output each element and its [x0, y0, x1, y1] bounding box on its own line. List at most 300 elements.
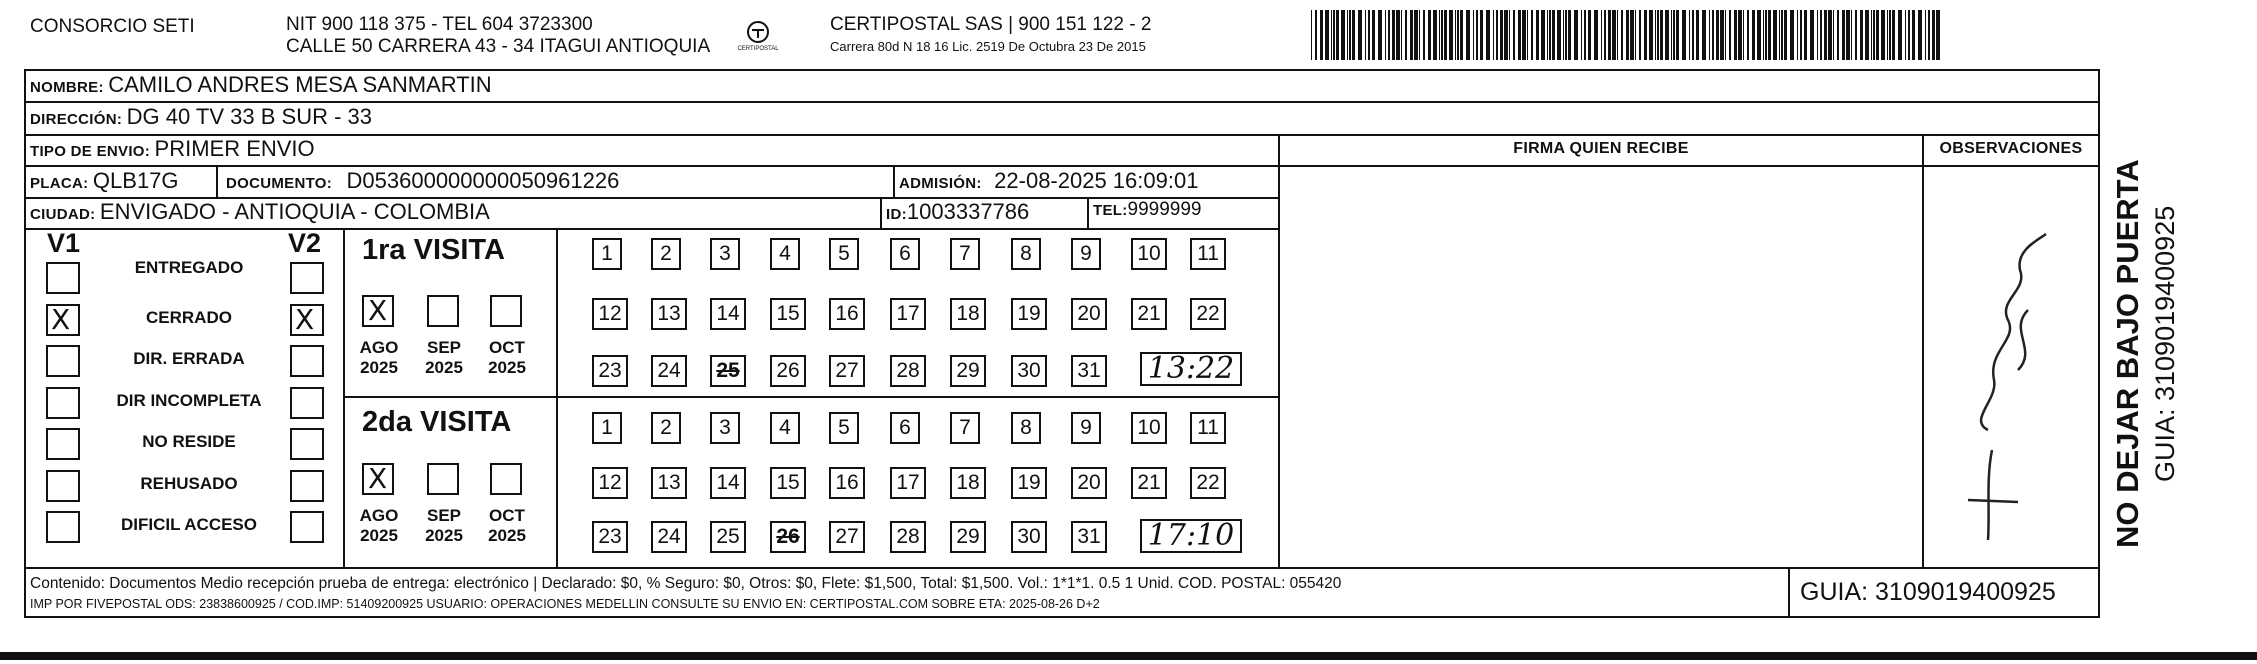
footer-line2: IMP POR FIVEPOSTAL ODS: 23838600925 / COD.IMP: 51409200925 USUARIO: OPERACIONES MEDELLIN CONSULTE SU ENVIO EN: CERTIPOSTAL.COM SOBRE ETA: 2025-08-26 D+2 — [30, 597, 1100, 611]
barcode-bar — [1887, 10, 1888, 60]
barcode-bar — [1612, 10, 1616, 60]
month-year: 2025 — [425, 358, 463, 377]
barcode-bar — [1757, 10, 1761, 60]
barcode-bar — [1441, 10, 1443, 60]
second-visit-day-box[interactable]: 13 — [651, 467, 687, 499]
v2-checkbox[interactable] — [290, 304, 324, 336]
barcode-bar — [1671, 10, 1672, 60]
first-visit-month-checkbox[interactable] — [427, 295, 459, 327]
side-guia: GUIA: 3109019400925 — [2150, 205, 2180, 482]
barcode-bar — [1871, 10, 1872, 60]
barcode-bar — [1331, 10, 1332, 60]
direccion-label: DIRECCIÓN: — [30, 111, 123, 128]
admision-field — [899, 168, 1198, 194]
barcode-bar — [1828, 10, 1832, 60]
barcode-bar — [1773, 10, 1777, 60]
barcode-bar — [1905, 10, 1906, 60]
second-visit-day-box[interactable]: 26 — [770, 521, 806, 553]
certipostal-logo — [738, 18, 778, 58]
barcode-bar — [1898, 10, 1902, 60]
v2-checkbox[interactable] — [290, 511, 324, 543]
ciudad-label: CIUDAD: — [30, 206, 96, 223]
second-visit-day-box[interactable]: 14 — [710, 467, 746, 499]
month-name: AGO — [359, 338, 399, 357]
first-visit-day-box[interactable]: 13 — [651, 298, 687, 330]
first-visit-day-box[interactable]: 17 — [890, 298, 926, 330]
barcode-bar — [1396, 10, 1400, 60]
logo-icon — [738, 18, 778, 58]
v1-label: V1 — [47, 228, 81, 258]
first-visit-month-checkbox[interactable] — [490, 295, 522, 327]
second-visit-day-box[interactable]: 12 — [592, 467, 628, 499]
barcode-bar — [1372, 10, 1375, 60]
barcode-bar — [1928, 10, 1930, 60]
month-name: OCT — [489, 338, 525, 357]
barcode-bar — [1549, 10, 1551, 60]
tipo-value: PRIMER ENVIO — [154, 136, 315, 161]
second-visit-day-box[interactable]: 21 — [1131, 467, 1167, 499]
barcode-bar — [1419, 10, 1420, 60]
first-visit-day-box[interactable]: 5 — [829, 238, 859, 270]
first-visit-day-box[interactable]: 24 — [651, 355, 687, 387]
first-visit-day-box[interactable]: 18 — [950, 298, 986, 330]
barcode-bar — [1892, 10, 1895, 60]
direccion-value: DG 40 TV 33 B SUR - 33 — [126, 104, 372, 129]
month-year: 2025 — [360, 358, 398, 377]
placa-value: QLB17G — [92, 168, 179, 193]
v1-checkbox[interactable] — [46, 470, 80, 502]
first-visit-day-box[interactable]: 28 — [890, 355, 926, 387]
barcode-bar — [1460, 10, 1463, 60]
first-visit-day-box[interactable]: 26 — [770, 355, 806, 387]
barcode-bar — [1635, 10, 1636, 60]
v2-checkbox[interactable] — [290, 262, 324, 294]
license-line: Carrera 80d N 18 16 Lic. 2519 De Octubra 23 De 2015 — [830, 39, 1146, 54]
second-visit-month-checkbox[interactable] — [362, 463, 394, 495]
barcode-bar — [1837, 10, 1839, 60]
admision-value: 22-08-2025 16:09:01 — [994, 168, 1199, 193]
first-visit-day-box[interactable]: 29 — [950, 355, 986, 387]
status-option-label: DIFICIL ACCESO — [120, 515, 257, 534]
first-visit-day-box[interactable]: 6 — [890, 238, 920, 270]
barcode-bar — [1639, 10, 1641, 60]
second-visit-day-box[interactable]: 25 — [710, 521, 746, 553]
second-visit-month-checkbox[interactable] — [490, 463, 522, 495]
barcode-bar — [1496, 10, 1498, 60]
barcode-bar — [1932, 10, 1935, 60]
barcode-bar — [1433, 10, 1437, 60]
first-visit-day-box[interactable]: 31 — [1071, 355, 1107, 387]
barcode-bar — [1720, 10, 1724, 60]
barcode-bar — [1842, 10, 1845, 60]
barcode-bar — [1790, 10, 1794, 60]
firma-header: FIRMA QUIEN RECIBE — [1513, 140, 1689, 157]
first-visit-day-box[interactable]: 19 — [1011, 298, 1047, 330]
observaciones-header: OBSERVACIONES — [1939, 140, 2083, 157]
barcode-bar — [1676, 10, 1679, 60]
check-mark: X — [51, 302, 71, 336]
barcode-bar — [1734, 10, 1737, 60]
second-visit-day-box[interactable]: 5 — [829, 412, 859, 444]
first-visit-day-box[interactable]: 21 — [1131, 298, 1167, 330]
barcode-bar — [1388, 10, 1390, 60]
second-visit-day-box[interactable]: 30 — [1011, 521, 1047, 553]
barcode-bar — [1365, 10, 1366, 60]
second-visit-day-box[interactable]: 2 — [651, 412, 681, 444]
first-visit-day-box[interactable]: 9 — [1071, 238, 1101, 270]
barcode-bar — [1522, 10, 1526, 60]
check-mark: X — [368, 294, 388, 327]
v2-checkbox[interactable] — [290, 345, 324, 377]
check-mark: X — [295, 302, 315, 336]
barcode-bar — [1358, 10, 1362, 60]
barcode-bar — [1565, 10, 1567, 60]
first-visit-day-box[interactable]: 1 — [592, 238, 622, 270]
v1-checkbox[interactable] — [46, 428, 80, 460]
barcode-bar — [1860, 10, 1863, 60]
second-visit-day-box[interactable]: 23 — [592, 521, 628, 553]
side-warning: NO DEJAR BAJO PUERTA — [2110, 159, 2145, 548]
status-option-label: ENTREGADO — [134, 258, 244, 277]
id-value: 1003337786 — [906, 199, 1030, 224]
first-visit-day-box[interactable]: 16 — [829, 298, 865, 330]
first-visit-day-box[interactable]: 23 — [592, 355, 628, 387]
barcode-bar — [1918, 10, 1922, 60]
first-visit-day-box[interactable]: 22 — [1190, 298, 1226, 330]
barcode-bar — [1476, 10, 1478, 60]
v1-checkbox[interactable] — [46, 262, 80, 294]
check-mark: X — [368, 462, 388, 495]
id-label: ID: — [886, 206, 907, 223]
barcode-bar — [1765, 10, 1767, 60]
logo-text: CERTIPOSTAL — [737, 46, 779, 52]
barcode-bar — [1865, 10, 1869, 60]
barcode — [1311, 10, 1944, 62]
second-visit-title: 2da VISITA — [362, 406, 512, 438]
barcode-bar — [1781, 10, 1783, 60]
documento-value: D053600000000050961226 — [346, 168, 620, 193]
barcode-bar — [1557, 10, 1561, 60]
barcode-bar — [1804, 10, 1807, 60]
tel-value: 9999999 — [1127, 199, 1202, 220]
first-visit-month-label — [419, 338, 469, 378]
v1-checkbox[interactable] — [46, 304, 80, 336]
barcode-bar — [1568, 10, 1571, 60]
status-option-label: CERRADO — [146, 307, 232, 327]
barcode-bar — [1449, 10, 1453, 60]
barcode-bar — [1536, 10, 1539, 60]
barcode-bar — [1779, 10, 1780, 60]
barcode-bar — [1752, 10, 1755, 60]
barcode-bar — [1333, 10, 1335, 60]
second-visit-day-box[interactable]: 31 — [1071, 521, 1107, 553]
placa-field — [30, 168, 179, 194]
first-visit-day-box[interactable]: 12 — [592, 298, 628, 330]
barcode-bar — [1336, 10, 1339, 60]
barcode-bar — [1702, 10, 1706, 60]
barcode-bar — [1493, 10, 1494, 60]
barcode-bar — [1797, 10, 1798, 60]
second-visit-day-box[interactable]: 8 — [1011, 412, 1041, 444]
barcode-bar — [1768, 10, 1771, 60]
first-visit-day-box[interactable]: 7 — [950, 238, 980, 270]
month-year: 2025 — [360, 526, 398, 545]
first-visit-day-box[interactable]: 25 — [710, 355, 746, 387]
barcode-bar — [1584, 10, 1586, 60]
barcode-bar — [1325, 10, 1329, 60]
first-visit-time: 13:22 — [1140, 352, 1242, 386]
first-visit-day-box[interactable]: 10 — [1131, 238, 1167, 270]
tipo-field — [30, 136, 315, 162]
barcode-bar — [1527, 10, 1528, 60]
barcode-bar — [1673, 10, 1675, 60]
barcode-bar — [1630, 10, 1634, 60]
first-visit-month-label — [482, 338, 532, 378]
barcode-bar — [1531, 10, 1533, 60]
barcode-bar — [1824, 10, 1827, 60]
v1-checkbox[interactable] — [46, 345, 80, 377]
v1-checkbox[interactable] — [46, 387, 80, 419]
second-visit-day-box[interactable]: 29 — [950, 521, 986, 553]
barcode-bar — [1368, 10, 1370, 60]
first-visit-day-box[interactable]: 15 — [770, 298, 806, 330]
ciudad-value: ENVIGADO - ANTIOQUIA - COLOMBIA — [99, 199, 490, 224]
barcode-bar — [1626, 10, 1629, 60]
first-visit-month-label — [354, 338, 404, 378]
second-visit-day-box[interactable]: 6 — [890, 412, 920, 444]
placa-label: PLACA: — [30, 175, 89, 192]
tel-field — [1093, 199, 1202, 221]
barcode-bar — [1541, 10, 1545, 60]
barcode-bar — [1341, 10, 1345, 60]
barcode-bar — [1608, 10, 1611, 60]
barcode-bar — [1784, 10, 1787, 60]
barcode-bar — [1696, 10, 1699, 60]
certipostal-line: CERTIPOSTAL SAS | 900 151 122 - 2 — [830, 14, 1152, 35]
month-year: 2025 — [488, 358, 526, 377]
first-visit-day-box[interactable]: 11 — [1190, 238, 1226, 270]
second-visit-day-box[interactable]: 11 — [1190, 412, 1226, 444]
first-visit-day-box[interactable]: 20 — [1071, 298, 1107, 330]
barcode-bar — [1908, 10, 1910, 60]
status-option-label: DIR. ERRADA — [133, 349, 245, 368]
barcode-bar — [1552, 10, 1555, 60]
v2-checkbox[interactable] — [290, 470, 324, 502]
barcode-bar — [1689, 10, 1690, 60]
barcode-bar — [1385, 10, 1386, 60]
barcode-bar — [1747, 10, 1749, 60]
first-visit-day-box[interactable]: 4 — [770, 238, 800, 270]
ciudad-field — [30, 199, 490, 225]
barcode-bar — [1311, 10, 1312, 60]
barcode-bar — [1660, 10, 1663, 60]
barcode-bar — [1352, 10, 1355, 60]
barcode-bar — [1504, 10, 1508, 60]
barcode-bar — [1655, 10, 1656, 60]
barcode-bar — [1320, 10, 1323, 60]
barcode-bar — [1617, 10, 1618, 60]
barcode-bar — [1518, 10, 1521, 60]
barcode-bar — [1738, 10, 1742, 60]
barcode-bar — [1457, 10, 1459, 60]
barcode-bar — [1763, 10, 1764, 60]
month-name: SEP — [426, 338, 462, 357]
second-visit-day-box[interactable]: 28 — [890, 521, 926, 553]
barcode-bar — [1649, 10, 1653, 60]
barcode-bar — [1581, 10, 1582, 60]
second-visit-day-box[interactable]: 19 — [1011, 467, 1047, 499]
barcode-bar — [1466, 10, 1470, 60]
footer-line1: Contenido: Documentos Medio recepción prueba de entrega: electrónico | Declarado: $0, % Seguro: $0, Otros: $0, Flete: $1,500, Total: $1,500. Vol.: 1*1*1. 0.5 1 Unid. COD. POSTAL: 055420 — [30, 575, 1342, 592]
second-visit-month-label — [419, 506, 469, 546]
second-visit-month-checkbox[interactable] — [427, 463, 459, 495]
second-visit-day-box[interactable]: 9 — [1071, 412, 1101, 444]
barcode-bar — [1743, 10, 1744, 60]
barcode-bar — [1588, 10, 1591, 60]
barcode-bar — [1315, 10, 1317, 60]
status-option-label: NO RESIDE — [142, 432, 236, 451]
v2-label: V2 — [288, 228, 322, 258]
second-visit-day-box[interactable]: 24 — [651, 521, 687, 553]
barcode-bar — [1601, 10, 1602, 60]
barcode-bar — [1682, 10, 1686, 60]
barcode-bar — [1712, 10, 1714, 60]
barcode-bar — [1480, 10, 1483, 60]
nombre-field — [30, 72, 492, 98]
v2-checkbox[interactable] — [290, 428, 324, 460]
second-visit-day-box[interactable]: 20 — [1071, 467, 1107, 499]
second-visit-day-box[interactable]: 17 — [890, 467, 926, 499]
barcode-bar — [1444, 10, 1447, 60]
second-visit-day-box[interactable]: 10 — [1131, 412, 1167, 444]
barcode-bar — [1405, 10, 1407, 60]
barcode-bar — [1604, 10, 1606, 60]
tel-label: TEL: — [1093, 202, 1128, 219]
barcode-bar — [1800, 10, 1802, 60]
barcode-bar — [1513, 10, 1515, 60]
second-visit-month-label — [354, 506, 404, 546]
barcode-bar — [1709, 10, 1710, 60]
barcode-bar — [1657, 10, 1659, 60]
barcode-bar — [1851, 10, 1852, 60]
barcode-bar — [1912, 10, 1915, 60]
barcode-bar — [1428, 10, 1431, 60]
barcode-bar — [1881, 10, 1885, 60]
barcode-bar — [1349, 10, 1351, 60]
barcode-bar — [1725, 10, 1726, 60]
nit-line: NIT 900 118 375 - TEL 604 3723300 — [286, 14, 593, 35]
barcode-bar — [1574, 10, 1578, 60]
second-visit-day-box[interactable]: 16 — [829, 467, 865, 499]
barcode-bar — [1873, 10, 1875, 60]
first-visit-day-box[interactable]: 30 — [1011, 355, 1047, 387]
barcode-bar — [1473, 10, 1474, 60]
first-visit-day-box[interactable]: 27 — [829, 355, 865, 387]
barcode-bar — [1833, 10, 1834, 60]
month-year: 2025 — [425, 526, 463, 545]
second-visit-day-box[interactable]: 1 — [592, 412, 622, 444]
barcode-bar — [1423, 10, 1425, 60]
first-visit-month-checkbox[interactable] — [362, 295, 394, 327]
barcode-bar — [1486, 10, 1490, 60]
first-visit-day-box[interactable]: 14 — [710, 298, 746, 330]
barcode-bar — [1439, 10, 1440, 60]
barcode-bar — [1936, 10, 1940, 60]
v1-checkbox[interactable] — [46, 511, 80, 543]
second-visit-time: 17:10 — [1140, 519, 1242, 553]
barcode-bar — [1665, 10, 1669, 60]
month-year: 2025 — [488, 526, 526, 545]
nombre-value: CAMILO ANDRES MESA SANMARTIN — [108, 72, 492, 97]
address-line: CALLE 50 CARRERA 43 - 34 ITAGUI ANTIOQUIA — [286, 36, 711, 57]
status-option-label: REHUSADO — [140, 473, 238, 493]
barcode-bar — [1455, 10, 1456, 60]
company-name: CONSORCIO SETI — [30, 16, 195, 37]
barcode-bar — [1563, 10, 1564, 60]
barcode-bar — [1729, 10, 1731, 60]
barcode-bar — [1392, 10, 1395, 60]
bottom-edge-bar — [0, 652, 2257, 660]
barcode-bar — [1925, 10, 1926, 60]
barcode-bar — [1846, 10, 1850, 60]
barcode-bar — [1855, 10, 1857, 60]
first-visit-title: 1ra VISITA — [362, 234, 505, 266]
barcode-bar — [1810, 10, 1814, 60]
second-visit-day-box[interactable]: 15 — [770, 467, 806, 499]
documento-label: DOCUMENTO: — [226, 175, 333, 192]
barcode-bar — [1594, 10, 1598, 60]
status-option-label: DIR INCOMPLETA — [116, 390, 262, 410]
barcode-bar — [1410, 10, 1413, 60]
second-visit-day-box[interactable]: 4 — [770, 412, 800, 444]
barcode-bar — [1401, 10, 1402, 60]
first-visit-day-box[interactable]: 2 — [651, 238, 681, 270]
barcode-bar — [1820, 10, 1822, 60]
first-visit-day-box[interactable]: 3 — [710, 238, 740, 270]
barcode-bar — [1414, 10, 1418, 60]
barcode-bar — [1378, 10, 1382, 60]
barcode-bar — [1876, 10, 1879, 60]
month-name: OCT — [489, 506, 525, 525]
barcode-bar — [1644, 10, 1647, 60]
barcode-bar — [1889, 10, 1891, 60]
barcode-bar — [1347, 10, 1348, 60]
id-field — [886, 199, 1029, 225]
nombre-label: NOMBRE: — [30, 79, 104, 96]
second-visit-month-label — [482, 506, 532, 546]
second-visit-day-box[interactable]: 27 — [829, 521, 865, 553]
second-visit-day-box[interactable]: 18 — [950, 467, 986, 499]
first-visit-day-box[interactable]: 8 — [1011, 238, 1041, 270]
second-visit-day-box[interactable]: 3 — [710, 412, 740, 444]
month-name: AGO — [359, 506, 399, 525]
barcode-bar — [1547, 10, 1548, 60]
second-visit-day-box[interactable]: 7 — [950, 412, 980, 444]
barcode-bar — [1716, 10, 1719, 60]
signature-drawing — [1928, 230, 2098, 560]
barcode-bar — [1817, 10, 1818, 60]
tipo-label: TIPO DE ENVIO: — [30, 143, 151, 160]
barcode-bar — [1500, 10, 1503, 60]
barcode-bar — [1621, 10, 1623, 60]
v2-checkbox[interactable] — [290, 387, 324, 419]
second-visit-day-box[interactable]: 22 — [1190, 467, 1226, 499]
admision-label: ADMISIÓN: — [899, 175, 982, 192]
barcode-bar — [1692, 10, 1694, 60]
direccion-field — [30, 104, 372, 130]
month-name: SEP — [426, 506, 462, 525]
documento-field — [226, 168, 619, 194]
